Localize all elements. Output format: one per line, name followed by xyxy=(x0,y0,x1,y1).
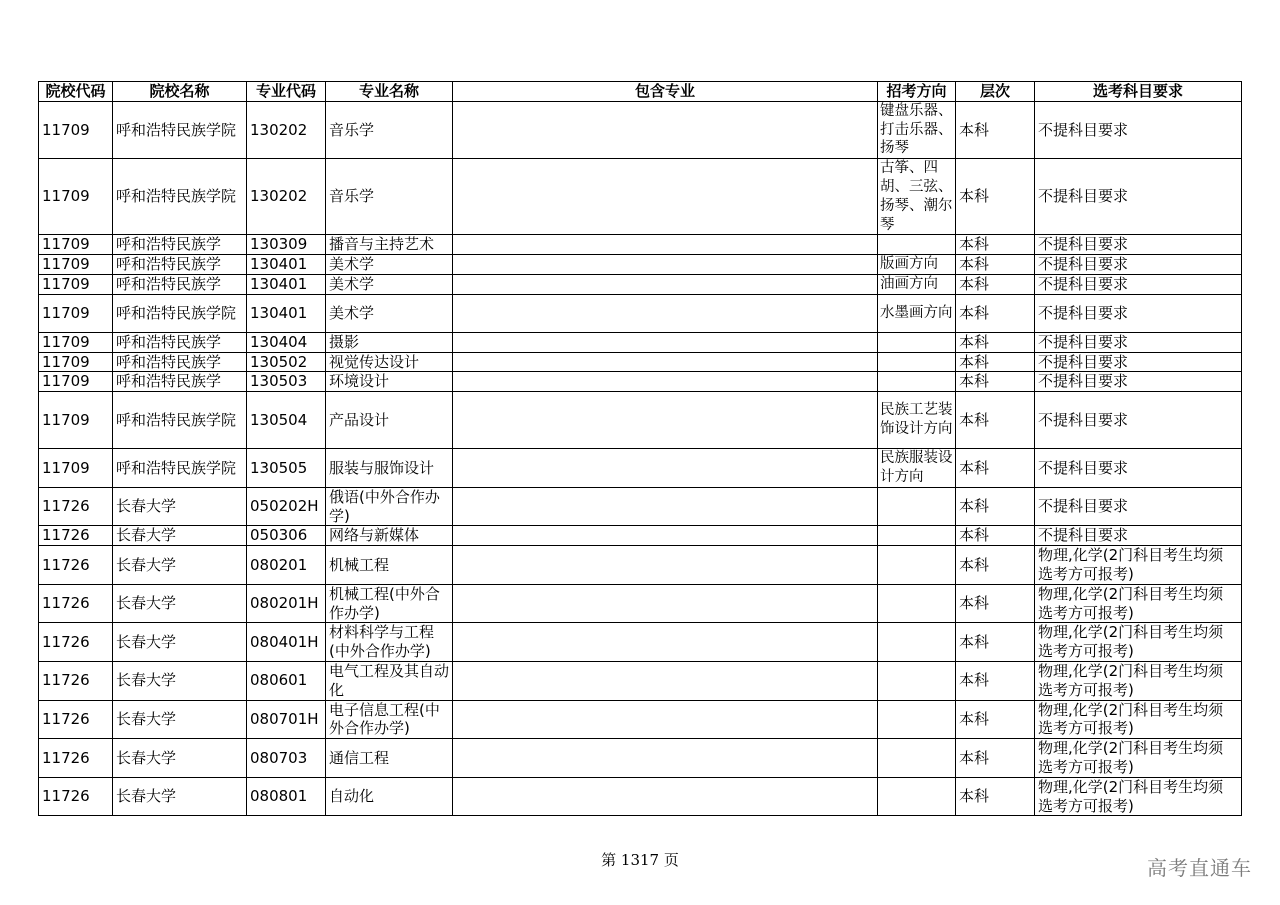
cell-subject-requirement: 不提科目要求 xyxy=(1035,526,1242,546)
cell-major-name: 通信工程 xyxy=(326,739,453,778)
cell-level: 本科 xyxy=(956,449,1035,488)
cell-major-name: 美术学 xyxy=(326,255,453,275)
cell-level: 本科 xyxy=(956,255,1035,275)
header-level: 层次 xyxy=(956,82,1035,102)
cell-school-code: 11726 xyxy=(39,487,113,526)
cell-included-majors xyxy=(453,352,878,372)
cell-school-name: 呼和浩特民族学院 xyxy=(113,101,247,158)
table-body xyxy=(39,101,1242,816)
cell-level: 本科 xyxy=(956,274,1035,294)
cell-included-majors xyxy=(453,159,878,235)
cell-subject-requirement: 不提科目要求 xyxy=(1035,392,1242,449)
cell-school-name: 长春大学 xyxy=(113,487,247,526)
cell-included-majors xyxy=(453,372,878,392)
cell-direction xyxy=(878,526,956,546)
table-row xyxy=(39,255,1242,275)
cell-major-name: 产品设计 xyxy=(326,392,453,449)
cell-school-code: 11709 xyxy=(39,352,113,372)
cell-school-name: 呼和浩特民族学 xyxy=(113,332,247,352)
table-row xyxy=(39,352,1242,372)
table-row xyxy=(39,372,1242,392)
header-school-code: 院校代码 xyxy=(39,82,113,102)
table-row xyxy=(39,487,1242,526)
cell-school-name: 长春大学 xyxy=(113,777,247,816)
cell-level: 本科 xyxy=(956,661,1035,700)
cell-school-name: 呼和浩特民族学院 xyxy=(113,294,247,332)
cell-school-code: 11726 xyxy=(39,623,113,662)
cell-major-name: 俄语(中外合作办学) xyxy=(326,487,453,526)
cell-included-majors xyxy=(453,255,878,275)
cell-subject-requirement: 不提科目要求 xyxy=(1035,101,1242,158)
cell-level: 本科 xyxy=(956,372,1035,392)
header-major-code: 专业代码 xyxy=(247,82,326,102)
cell-major-code: 050306 xyxy=(247,526,326,546)
cell-major-name: 电气工程及其自动化 xyxy=(326,661,453,700)
cell-school-code: 11726 xyxy=(39,777,113,816)
cell-level: 本科 xyxy=(956,584,1035,623)
cell-school-name: 长春大学 xyxy=(113,546,247,585)
cell-school-name: 呼和浩特民族学 xyxy=(113,372,247,392)
watermark: 高考直通车 xyxy=(1147,856,1252,880)
page-number: 第 1317 页 xyxy=(601,851,679,869)
cell-school-code: 11709 xyxy=(39,159,113,235)
cell-school-code: 11726 xyxy=(39,739,113,778)
cell-level: 本科 xyxy=(956,332,1035,352)
cell-direction: 键盘乐器、打击乐器、扬琴 xyxy=(878,101,956,158)
cell-level: 本科 xyxy=(956,546,1035,585)
cell-school-code: 11726 xyxy=(39,584,113,623)
cell-major-code: 130505 xyxy=(247,449,326,488)
header-subject-requirement: 选考科目要求 xyxy=(1035,82,1242,102)
cell-direction: 古筝、四胡、三弦、扬琴、潮尔琴 xyxy=(878,159,956,235)
cell-subject-requirement: 物理,化学(2门科目考生均须选考方可报考) xyxy=(1035,584,1242,623)
table-row xyxy=(39,777,1242,816)
cell-school-code: 11709 xyxy=(39,449,113,488)
cell-included-majors xyxy=(453,487,878,526)
header-direction: 招考方向 xyxy=(878,82,956,102)
cell-included-majors xyxy=(453,526,878,546)
cell-direction xyxy=(878,332,956,352)
cell-level: 本科 xyxy=(956,235,1035,255)
cell-included-majors xyxy=(453,546,878,585)
cell-major-code: 130309 xyxy=(247,235,326,255)
cell-major-code: 130401 xyxy=(247,274,326,294)
cell-major-code: 050202H xyxy=(247,487,326,526)
cell-major-code: 080703 xyxy=(247,739,326,778)
cell-school-name: 长春大学 xyxy=(113,526,247,546)
cell-school-name: 呼和浩特民族学 xyxy=(113,255,247,275)
cell-major-name: 音乐学 xyxy=(326,159,453,235)
table-row xyxy=(39,584,1242,623)
cell-level: 本科 xyxy=(956,487,1035,526)
cell-direction: 水墨画方向 xyxy=(878,294,956,332)
cell-included-majors xyxy=(453,661,878,700)
cell-subject-requirement: 物理,化学(2门科目考生均须选考方可报考) xyxy=(1035,546,1242,585)
cell-major-code: 130504 xyxy=(247,392,326,449)
cell-included-majors xyxy=(453,294,878,332)
cell-major-code: 080701H xyxy=(247,700,326,739)
cell-school-name: 长春大学 xyxy=(113,739,247,778)
cell-school-code: 11709 xyxy=(39,274,113,294)
table-row xyxy=(39,294,1242,332)
cell-subject-requirement: 不提科目要求 xyxy=(1035,159,1242,235)
table-row xyxy=(39,392,1242,449)
cell-direction xyxy=(878,372,956,392)
cell-major-name: 美术学 xyxy=(326,294,453,332)
cell-level: 本科 xyxy=(956,700,1035,739)
cell-school-name: 长春大学 xyxy=(113,661,247,700)
cell-direction: 民族服装设计方向 xyxy=(878,449,956,488)
cell-direction: 民族工艺装饰设计方向 xyxy=(878,392,956,449)
cell-school-name: 呼和浩特民族学院 xyxy=(113,449,247,488)
cell-major-name: 机械工程(中外合作办学) xyxy=(326,584,453,623)
cell-major-name: 美术学 xyxy=(326,274,453,294)
cell-included-majors xyxy=(453,274,878,294)
cell-included-majors xyxy=(453,101,878,158)
table-row xyxy=(39,274,1242,294)
cell-major-code: 130503 xyxy=(247,372,326,392)
cell-school-name: 长春大学 xyxy=(113,623,247,662)
cell-major-name: 自动化 xyxy=(326,777,453,816)
cell-direction: 版画方向 xyxy=(878,255,956,275)
cell-direction xyxy=(878,235,956,255)
cell-direction xyxy=(878,487,956,526)
cell-included-majors xyxy=(453,700,878,739)
cell-major-name: 播音与主持艺术 xyxy=(326,235,453,255)
cell-subject-requirement: 不提科目要求 xyxy=(1035,449,1242,488)
cell-subject-requirement: 物理,化学(2门科目考生均须选考方可报考) xyxy=(1035,739,1242,778)
cell-subject-requirement: 不提科目要求 xyxy=(1035,235,1242,255)
cell-school-name: 呼和浩特民族学 xyxy=(113,235,247,255)
cell-direction xyxy=(878,584,956,623)
table-row xyxy=(39,159,1242,235)
cell-level: 本科 xyxy=(956,739,1035,778)
cell-level: 本科 xyxy=(956,777,1035,816)
cell-school-code: 11709 xyxy=(39,255,113,275)
header-included-majors: 包含专业 xyxy=(453,82,878,102)
cell-school-code: 11726 xyxy=(39,700,113,739)
cell-level: 本科 xyxy=(956,392,1035,449)
cell-school-name: 呼和浩特民族学院 xyxy=(113,159,247,235)
cell-major-code: 130202 xyxy=(247,101,326,158)
table-row xyxy=(39,101,1242,158)
cell-level: 本科 xyxy=(956,101,1035,158)
cell-major-code: 130401 xyxy=(247,255,326,275)
table-row xyxy=(39,526,1242,546)
cell-subject-requirement: 不提科目要求 xyxy=(1035,274,1242,294)
cell-level: 本科 xyxy=(956,352,1035,372)
cell-major-name: 材料科学与工程(中外合作办学) xyxy=(326,623,453,662)
cell-school-code: 11709 xyxy=(39,294,113,332)
cell-school-name: 长春大学 xyxy=(113,584,247,623)
cell-school-code: 11726 xyxy=(39,546,113,585)
cell-major-code: 080801 xyxy=(247,777,326,816)
cell-major-name: 环境设计 xyxy=(326,372,453,392)
cell-subject-requirement: 物理,化学(2门科目考生均须选考方可报考) xyxy=(1035,661,1242,700)
table-row xyxy=(39,332,1242,352)
cell-major-name: 机械工程 xyxy=(326,546,453,585)
cell-major-name: 视觉传达设计 xyxy=(326,352,453,372)
cell-school-name: 呼和浩特民族学 xyxy=(113,274,247,294)
cell-major-name: 电子信息工程(中外合作办学) xyxy=(326,700,453,739)
cell-major-code: 080201 xyxy=(247,546,326,585)
cell-direction: 油画方向 xyxy=(878,274,956,294)
cell-direction xyxy=(878,352,956,372)
cell-direction xyxy=(878,777,956,816)
cell-major-name: 网络与新媒体 xyxy=(326,526,453,546)
cell-major-name: 服装与服饰设计 xyxy=(326,449,453,488)
cell-major-code: 130502 xyxy=(247,352,326,372)
cell-included-majors xyxy=(453,392,878,449)
header-school-name: 院校名称 xyxy=(113,82,247,102)
cell-school-name: 呼和浩特民族学院 xyxy=(113,392,247,449)
cell-included-majors xyxy=(453,584,878,623)
cell-subject-requirement: 物理,化学(2门科目考生均须选考方可报考) xyxy=(1035,777,1242,816)
cell-school-code: 11709 xyxy=(39,332,113,352)
cell-major-name: 音乐学 xyxy=(326,101,453,158)
cell-subject-requirement: 不提科目要求 xyxy=(1035,352,1242,372)
cell-direction xyxy=(878,546,956,585)
table-row xyxy=(39,661,1242,700)
cell-level: 本科 xyxy=(956,526,1035,546)
table-row xyxy=(39,700,1242,739)
cell-included-majors xyxy=(453,449,878,488)
cell-included-majors xyxy=(453,332,878,352)
cell-school-code: 11709 xyxy=(39,235,113,255)
cell-school-code: 11709 xyxy=(39,372,113,392)
cell-included-majors xyxy=(453,623,878,662)
table-header-row xyxy=(39,82,1242,102)
cell-school-code: 11709 xyxy=(39,101,113,158)
cell-school-code: 11709 xyxy=(39,392,113,449)
cell-major-code: 130404 xyxy=(247,332,326,352)
cell-subject-requirement: 不提科目要求 xyxy=(1035,294,1242,332)
table-row xyxy=(39,623,1242,662)
cell-subject-requirement: 物理,化学(2门科目考生均须选考方可报考) xyxy=(1035,623,1242,662)
cell-level: 本科 xyxy=(956,294,1035,332)
cell-level: 本科 xyxy=(956,159,1035,235)
cell-direction xyxy=(878,623,956,662)
cell-included-majors xyxy=(453,739,878,778)
cell-major-code: 130401 xyxy=(247,294,326,332)
cell-direction xyxy=(878,661,956,700)
table-row xyxy=(39,546,1242,585)
cell-included-majors xyxy=(453,777,878,816)
cell-direction xyxy=(878,739,956,778)
cell-major-code: 130202 xyxy=(247,159,326,235)
cell-school-name: 长春大学 xyxy=(113,700,247,739)
cell-subject-requirement: 不提科目要求 xyxy=(1035,487,1242,526)
cell-subject-requirement: 不提科目要求 xyxy=(1035,255,1242,275)
cell-major-code: 080601 xyxy=(247,661,326,700)
cell-major-name: 摄影 xyxy=(326,332,453,352)
table-row xyxy=(39,235,1242,255)
header-major-name: 专业名称 xyxy=(326,82,453,102)
table-row xyxy=(39,449,1242,488)
cell-subject-requirement: 不提科目要求 xyxy=(1035,372,1242,392)
cell-major-code: 080201H xyxy=(247,584,326,623)
cell-subject-requirement: 不提科目要求 xyxy=(1035,332,1242,352)
cell-level: 本科 xyxy=(956,623,1035,662)
cell-school-name: 呼和浩特民族学 xyxy=(113,352,247,372)
cell-subject-requirement: 物理,化学(2门科目考生均须选考方可报考) xyxy=(1035,700,1242,739)
table-row xyxy=(39,739,1242,778)
cell-included-majors xyxy=(453,235,878,255)
cell-direction xyxy=(878,700,956,739)
cell-major-code: 080401H xyxy=(247,623,326,662)
cell-school-code: 11726 xyxy=(39,661,113,700)
admissions-table xyxy=(38,81,1242,816)
cell-school-code: 11726 xyxy=(39,526,113,546)
